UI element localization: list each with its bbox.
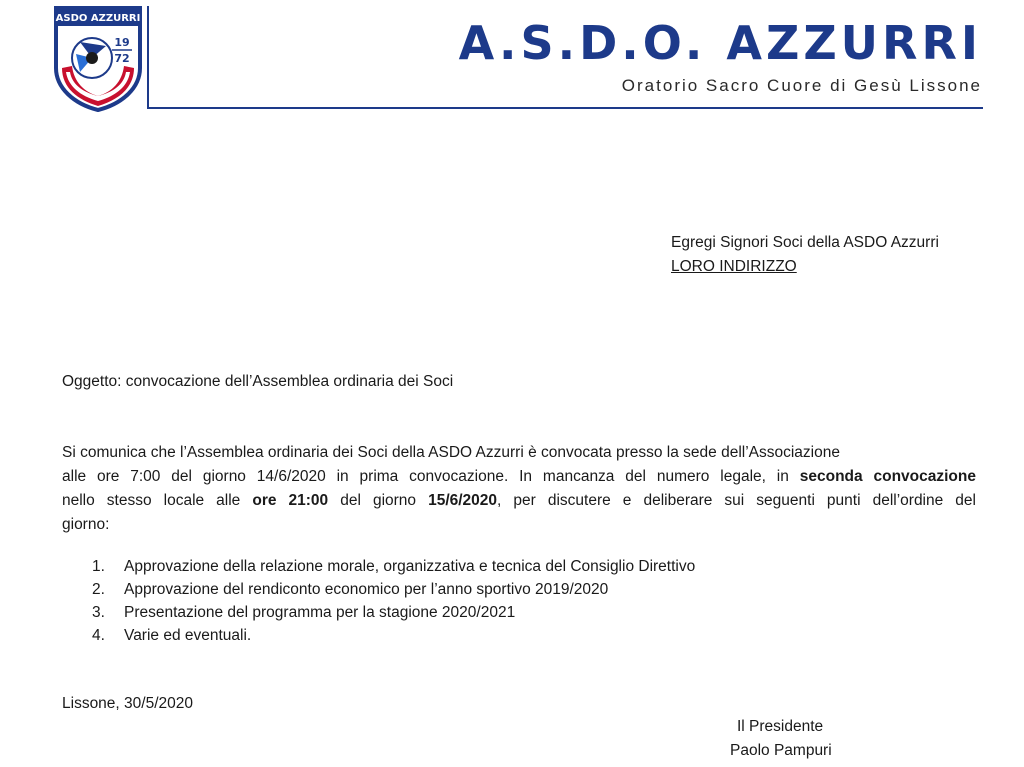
agenda-item: 2. Approvazione del rendiconto economico per l’anno sportivo 2019/2020 [92,581,609,598]
recipient-line-1: Egregi Signori Soci della ASDO Azzurri [671,234,939,251]
agenda-item: 1. Approvazione della relazione morale, organizzativa e tecnica del Consiglio Direttivo [92,558,696,575]
body-line-2: alle ore 7:00 del giorno 14/6/2020 in prima convocazione. In mancanza del numero legale, in seconda convocazione [62,468,976,485]
body-line-1: Si comunica che l’Assemblea ordinaria dei Soci della ASDO Azzurri è convocata presso la sede dell’Associazione [62,444,840,461]
letter-subject: Oggetto: convocazione dell’Assemblea ordinaria dei Soci [62,373,454,390]
recipient-line-2: LORO INDIRIZZO [671,258,797,275]
agenda-item: 3. Presentazione del programma per la stagione 2020/2021 [92,604,516,621]
logo-text: ASDO AZZURRI [55,13,141,24]
place-date: Lissone, 30/5/2020 [62,695,193,712]
logo-year-top: 19 [114,36,130,49]
brand-subtitle: Oratorio Sacro Cuore di Gesù Lissone [621,76,982,95]
brand-title: A.S.D.O. AZZURRI [458,16,982,70]
club-logo [52,6,144,112]
logo-year-bottom: 72 [114,52,130,65]
header-horizontal-rule [147,107,983,109]
header-vertical-rule [147,6,149,108]
letter-body [62,441,976,537]
body-line-4: giorno: [62,516,110,533]
signature-name: Paolo Pampuri [730,742,832,759]
agenda-item: 4. Varie ed eventuali. [92,627,252,644]
body-line-3: nello stesso locale alle ore 21:00 del giorno 15/6/2020, per discutere e deliberare sui seguenti punti dell’ordine del [62,492,976,509]
agenda-list [92,555,695,647]
signature-role: Il Presidente [737,718,824,735]
